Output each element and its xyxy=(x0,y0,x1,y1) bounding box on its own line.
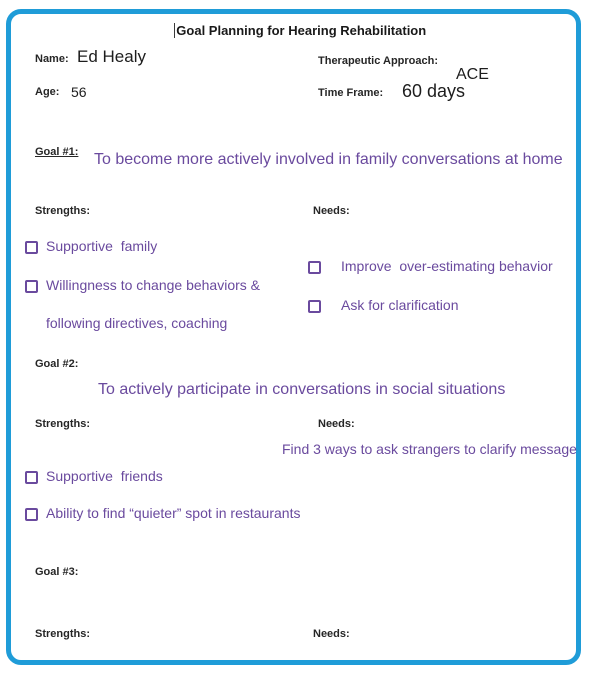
checkbox-bullet-icon xyxy=(25,471,38,484)
goal-1-needs-label: Needs: xyxy=(313,205,350,217)
list-item[interactable] xyxy=(308,258,553,274)
therapeutic-approach-label: Therapeutic Approach: xyxy=(318,55,438,67)
goal-2-label: Goal #2: xyxy=(35,358,79,370)
goal-1-strengths-label: Strengths: xyxy=(35,205,90,217)
page-title[interactable]: Goal Planning for Hearing Rehabilitation xyxy=(176,23,427,38)
list-item[interactable] xyxy=(25,468,163,484)
list-item[interactable] xyxy=(25,505,300,521)
goal-3-needs-label: Needs: xyxy=(313,628,350,640)
list-item[interactable] xyxy=(308,297,458,313)
name-value[interactable]: Ed Healy xyxy=(77,47,146,66)
therapeutic-approach-value[interactable]: ACE xyxy=(456,66,489,83)
list-item[interactable] xyxy=(25,238,157,254)
goal-1-label: Goal #1: xyxy=(35,146,79,158)
strength-text: Ability to find “quieter” spot in restaurants xyxy=(46,505,301,521)
goal-1-text[interactable]: To become more actively involved in family conversations at home xyxy=(94,151,563,168)
page-border xyxy=(6,9,581,665)
checkbox-bullet-icon xyxy=(25,280,38,293)
age-value[interactable]: 56 xyxy=(71,84,87,100)
checkbox-bullet-icon xyxy=(25,241,38,254)
page-title-row xyxy=(0,23,600,38)
strength-text-continuation[interactable]: following directives, coaching xyxy=(46,315,228,331)
need-text: Ask for clarification xyxy=(341,297,459,313)
time-frame-value[interactable]: 60 days xyxy=(402,81,466,101)
strength-text: Supportive family xyxy=(46,238,158,254)
strength-text: Supportive friends xyxy=(46,468,163,484)
need-text: Improve over-estimating behavior xyxy=(341,258,553,274)
checkbox-bullet-icon xyxy=(308,261,321,274)
goal-2-text[interactable]: To actively participate in conversations in social situations xyxy=(98,381,506,398)
goal-2-needs-label: Needs: xyxy=(318,418,355,430)
time-frame-label: Time Frame: xyxy=(318,87,384,99)
goal-2-needs-note[interactable]: Find 3 ways to ask strangers to clarify message xyxy=(282,441,577,457)
goal-3-label: Goal #3: xyxy=(35,566,79,578)
goal-2-strengths-label: Strengths: xyxy=(35,418,90,430)
age-label: Age: xyxy=(35,86,60,98)
name-label: Name: xyxy=(35,53,69,65)
checkbox-bullet-icon xyxy=(25,508,38,521)
list-item[interactable] xyxy=(25,277,260,293)
strength-text: Willingness to change behaviors & xyxy=(46,277,261,293)
goal-3-strengths-label: Strengths: xyxy=(35,628,90,640)
checkbox-bullet-icon xyxy=(308,300,321,313)
